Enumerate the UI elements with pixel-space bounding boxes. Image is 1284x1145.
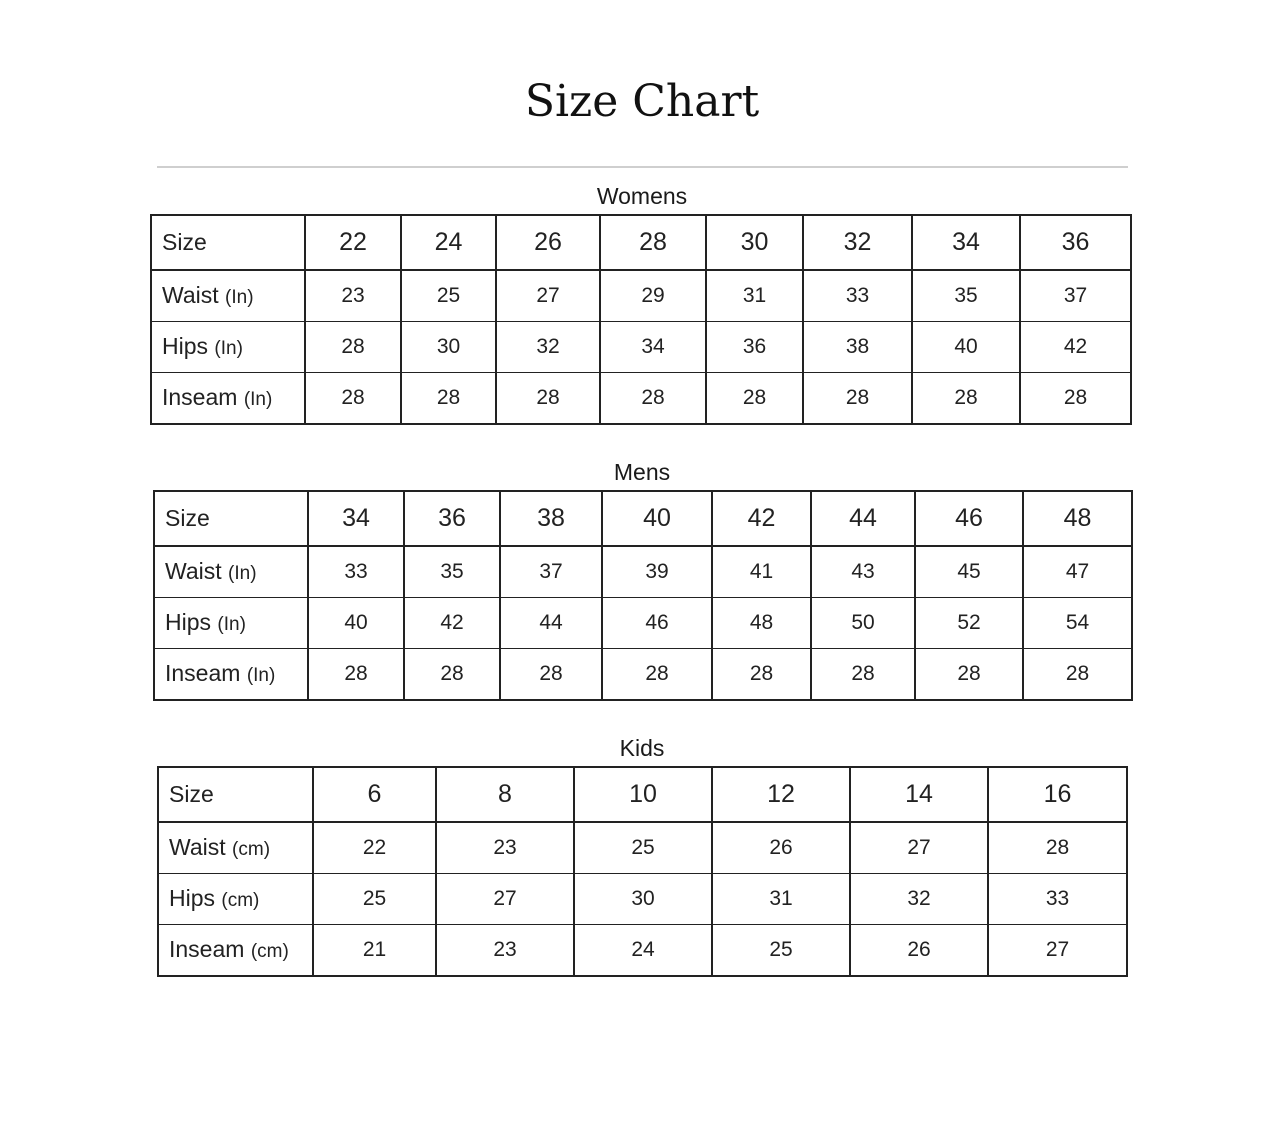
waist-row — [154, 546, 1132, 597]
inseam-row — [151, 372, 1131, 424]
table-cell: 31 — [706, 270, 803, 321]
table-cell: 38 — [500, 491, 602, 546]
table-cell: 46 — [602, 597, 712, 648]
table-cell: 26 — [850, 924, 988, 976]
table-cell: 48 — [712, 597, 811, 648]
table-cell: 28 — [496, 372, 600, 424]
table-cell: 52 — [915, 597, 1023, 648]
table-cell: 28 — [811, 648, 915, 700]
inseam-row — [158, 924, 1127, 976]
table-cell: 28 — [404, 648, 500, 700]
row-label — [154, 546, 308, 597]
row-label-text: Hips — [165, 609, 212, 635]
row-unit: (cm) — [250, 941, 289, 963]
table-cell: 42 — [712, 491, 811, 546]
table-cell: 14 — [850, 767, 988, 822]
row-label — [154, 597, 308, 648]
table-cell: 28 — [401, 372, 496, 424]
table-cell: 6 — [313, 767, 436, 822]
row-label — [158, 822, 313, 873]
waist-row — [151, 270, 1131, 321]
table-cell: 27 — [496, 270, 600, 321]
table-cell: 32 — [850, 873, 988, 924]
row-label-text: Hips — [162, 333, 209, 359]
table-cell: 36 — [1020, 215, 1131, 270]
size-row — [158, 767, 1127, 822]
table-cell: 44 — [811, 491, 915, 546]
table-cell: 8 — [436, 767, 574, 822]
table-cell: 48 — [1023, 491, 1132, 546]
table-cell: 28 — [1020, 372, 1131, 424]
row-label — [154, 491, 308, 546]
table-cell: 40 — [308, 597, 404, 648]
row-unit: (In) — [217, 614, 246, 635]
row-label-text: Inseam — [169, 936, 245, 963]
table-cell: 44 — [500, 597, 602, 648]
row-label-text: Waist — [162, 282, 219, 309]
table-cell: 36 — [706, 321, 803, 372]
table-cell: 30 — [706, 215, 803, 270]
table-cell: 27 — [436, 873, 574, 924]
table-cell: 28 — [500, 648, 602, 700]
page-title: Size Chart — [524, 76, 760, 127]
table-cell: 22 — [305, 215, 401, 270]
table-cell: 33 — [803, 270, 912, 321]
table-cell: 25 — [313, 873, 436, 924]
table-cell: 35 — [404, 546, 500, 597]
table-cell: 23 — [436, 924, 574, 976]
table-cell: 50 — [811, 597, 915, 648]
table-cell: 21 — [313, 924, 436, 976]
table-cell: 36 — [404, 491, 500, 546]
table-cell: 26 — [712, 822, 850, 873]
table-cell: 38 — [803, 321, 912, 372]
table-cell: 26 — [496, 215, 600, 270]
row-label — [158, 767, 313, 822]
row-unit: (In) — [243, 389, 273, 411]
table-cell: 28 — [915, 648, 1023, 700]
table-cell: 47 — [1023, 546, 1132, 597]
row-label — [158, 873, 313, 924]
row-unit: (In) — [246, 665, 276, 687]
table-cell: 39 — [602, 546, 712, 597]
table-cell: 28 — [912, 372, 1020, 424]
row-label-text: Inseam — [165, 660, 241, 687]
table-cell: 32 — [496, 321, 600, 372]
table-cell: 42 — [404, 597, 500, 648]
table-cell: 23 — [436, 822, 574, 873]
table-cell: 24 — [401, 215, 496, 270]
table-cell: 29 — [600, 270, 706, 321]
table-cell: 28 — [305, 372, 401, 424]
table-cell: 34 — [912, 215, 1020, 270]
table-cell: 30 — [574, 873, 712, 924]
row-unit: (In) — [214, 338, 243, 359]
row-label-text: Size — [169, 781, 214, 807]
hips-row — [151, 321, 1131, 372]
row-label-text: Inseam — [162, 384, 238, 411]
row-unit: (cm) — [221, 890, 260, 911]
table-cell: 24 — [574, 924, 712, 976]
size-row — [151, 215, 1131, 270]
row-unit: (In) — [228, 563, 257, 585]
row-label — [151, 372, 305, 424]
table-cell: 28 — [803, 372, 912, 424]
row-label-text: Size — [162, 229, 207, 255]
row-label — [158, 924, 313, 976]
hips-row — [158, 873, 1127, 924]
row-label — [151, 321, 305, 372]
table-cell: 43 — [811, 546, 915, 597]
table-cell: 40 — [912, 321, 1020, 372]
table-cell: 25 — [574, 822, 712, 873]
table-cell: 41 — [712, 546, 811, 597]
table-cell: 46 — [915, 491, 1023, 546]
table-cell: 25 — [401, 270, 496, 321]
table-cell: 30 — [401, 321, 496, 372]
hips-row — [154, 597, 1132, 648]
table-cell: 23 — [305, 270, 401, 321]
table-cell: 35 — [912, 270, 1020, 321]
table-cell: 34 — [600, 321, 706, 372]
kids-section-title: Kids — [619, 735, 665, 761]
table-cell: 33 — [308, 546, 404, 597]
table-cell: 12 — [712, 767, 850, 822]
table-cell: 34 — [308, 491, 404, 546]
kids-size-table — [157, 766, 1128, 977]
row-unit: (In) — [225, 287, 254, 309]
table-cell: 33 — [988, 873, 1127, 924]
table-cell: 27 — [850, 822, 988, 873]
womens-size-table — [150, 214, 1132, 425]
row-label — [154, 648, 308, 700]
row-label — [151, 215, 305, 270]
table-cell: 16 — [988, 767, 1127, 822]
inseam-row — [154, 648, 1132, 700]
row-unit: (cm) — [232, 839, 271, 861]
table-cell: 28 — [988, 822, 1127, 873]
table-cell: 42 — [1020, 321, 1131, 372]
table-cell: 28 — [1023, 648, 1132, 700]
waist-row — [158, 822, 1127, 873]
mens-section-title: Mens — [613, 459, 671, 485]
table-cell: 28 — [600, 215, 706, 270]
row-label-text: Hips — [169, 885, 216, 911]
table-cell: 27 — [988, 924, 1127, 976]
mens-size-table — [153, 490, 1133, 701]
womens-section-title: Womens — [596, 183, 688, 209]
table-cell: 32 — [803, 215, 912, 270]
row-label-text: Waist — [169, 834, 226, 861]
table-cell: 28 — [600, 372, 706, 424]
table-cell: 54 — [1023, 597, 1132, 648]
table-cell: 37 — [500, 546, 602, 597]
table-cell: 28 — [706, 372, 803, 424]
size-row — [154, 491, 1132, 546]
table-cell: 10 — [574, 767, 712, 822]
table-cell: 28 — [305, 321, 401, 372]
table-cell: 28 — [308, 648, 404, 700]
row-label-text: Size — [165, 505, 210, 531]
table-cell: 45 — [915, 546, 1023, 597]
table-cell: 22 — [313, 822, 436, 873]
table-cell: 31 — [712, 873, 850, 924]
row-label — [151, 270, 305, 321]
row-label-text: Waist — [165, 558, 222, 585]
table-cell: 40 — [602, 491, 712, 546]
table-cell: 28 — [602, 648, 712, 700]
title-divider — [157, 166, 1128, 168]
table-cell: 28 — [712, 648, 811, 700]
table-cell: 37 — [1020, 270, 1131, 321]
table-cell: 25 — [712, 924, 850, 976]
